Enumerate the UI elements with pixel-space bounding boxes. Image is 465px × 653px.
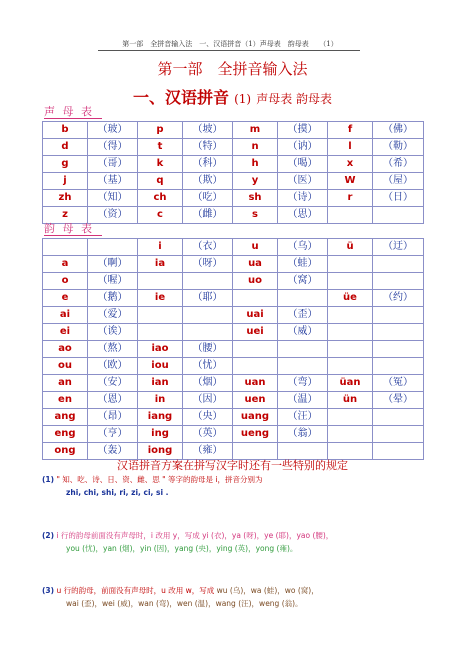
hanzi-cell: （蛙） — [278, 256, 328, 273]
pinyin-cell: q — [138, 173, 183, 190]
hanzi-cell: （佛） — [373, 122, 424, 139]
pinyin-cell — [233, 341, 278, 358]
hanzi-cell: （恩） — [88, 392, 138, 409]
pinyin-cell: üe — [328, 290, 373, 307]
pinyin-cell — [328, 273, 373, 290]
pinyin-cell: a — [43, 256, 88, 273]
hanzi-cell: （耶） — [183, 290, 233, 307]
hanzi-cell: （资） — [88, 207, 138, 224]
pinyin-cell: g — [43, 156, 88, 173]
pinyin-cell: i — [138, 239, 183, 256]
pinyin-cell: eng — [43, 426, 88, 443]
pinyin-cell: uen — [233, 392, 278, 409]
pinyin-cell — [138, 324, 183, 341]
rule-3-examples-a: wu (乌)，wa (蛙)，wo (窝)， — [216, 586, 319, 595]
rule-2-text: i 行的韵母前面没有声母时，i 改用 y，写成 — [56, 531, 200, 540]
finals-row — [43, 392, 424, 409]
hanzi-cell: （英） — [183, 426, 233, 443]
pinyin-cell — [328, 358, 373, 375]
finals-row — [43, 409, 424, 426]
hanzi-cell: （思） — [278, 207, 328, 224]
initials-row — [43, 122, 424, 139]
section-title-number: (1) — [234, 92, 252, 106]
hanzi-cell: （医） — [278, 173, 328, 190]
hanzi-cell — [183, 273, 233, 290]
pinyin-cell: iou — [138, 358, 183, 375]
hanzi-cell: （腰） — [183, 341, 233, 358]
hanzi-cell: （玻） — [88, 122, 138, 139]
pinyin-cell: o — [43, 273, 88, 290]
pinyin-cell: ong — [43, 443, 88, 460]
initials-row — [43, 156, 424, 173]
pinyin-cell: b — [43, 122, 88, 139]
hanzi-cell: （雍） — [183, 443, 233, 460]
hanzi-cell: （冤） — [373, 375, 424, 392]
finals-row — [43, 290, 424, 307]
pinyin-cell: uan — [233, 375, 278, 392]
pinyin-cell: j — [43, 173, 88, 190]
hanzi-cell: （衣） — [183, 239, 233, 256]
pinyin-cell: y — [233, 173, 278, 190]
rule-2-number: (2) — [42, 531, 55, 540]
pinyin-cell: n — [233, 139, 278, 156]
pinyin-cell: uo — [233, 273, 278, 290]
initials-row — [43, 139, 424, 156]
hanzi-cell: （因） — [183, 392, 233, 409]
hanzi-cell: （特） — [183, 139, 233, 156]
hanzi-cell: （烟） — [183, 375, 233, 392]
pinyin-cell: ueng — [233, 426, 278, 443]
hanzi-cell: （诗） — [278, 190, 328, 207]
pinyin-cell — [328, 207, 373, 224]
rule-3 — [42, 585, 319, 597]
rule-3-examples — [66, 598, 303, 610]
hanzi-cell: （威） — [278, 324, 328, 341]
hanzi-cell — [278, 358, 328, 375]
hanzi-cell: （雌） — [183, 207, 233, 224]
initials-table — [42, 121, 424, 224]
rule-1-number: (1) — [42, 475, 55, 484]
pinyin-cell: ang — [43, 409, 88, 426]
hanzi-cell: （讷） — [278, 139, 328, 156]
section-title-rest: 声母表 韵母表 — [256, 92, 333, 106]
pinyin-cell: p — [138, 122, 183, 139]
initials-row — [43, 173, 424, 190]
finals-row — [43, 273, 424, 290]
hanzi-cell — [373, 207, 424, 224]
hanzi-cell: （安） — [88, 375, 138, 392]
pinyin-cell: en — [43, 392, 88, 409]
rule-1 — [42, 474, 263, 486]
pinyin-cell — [328, 256, 373, 273]
initials-row — [43, 207, 424, 224]
hanzi-cell: （喔） — [88, 273, 138, 290]
pinyin-cell: ch — [138, 190, 183, 207]
hanzi-cell — [183, 307, 233, 324]
hanzi-cell: （屋） — [373, 173, 424, 190]
pinyin-cell: ian — [138, 375, 183, 392]
hanzi-cell: （迂） — [373, 239, 424, 256]
pinyin-cell — [233, 290, 278, 307]
pinyin-cell: ao — [43, 341, 88, 358]
hanzi-cell: （鹅） — [88, 290, 138, 307]
rule-3-examples-b: wai (歪)，wei (威)，wan (弯)，wen (温)，wang (汪)，weng (翁)。 — [66, 599, 303, 608]
pinyin-cell: ing — [138, 426, 183, 443]
hanzi-cell — [373, 256, 424, 273]
pinyin-cell — [138, 307, 183, 324]
pinyin-cell: ou — [43, 358, 88, 375]
finals-row — [43, 324, 424, 341]
rule-3-number: (3) — [42, 586, 55, 595]
hanzi-cell: （喝） — [278, 156, 328, 173]
pinyin-cell: ia — [138, 256, 183, 273]
rule-2 — [42, 530, 333, 542]
pinyin-cell: x — [328, 156, 373, 173]
hanzi-cell — [373, 341, 424, 358]
finals-row — [43, 307, 424, 324]
pinyin-cell — [328, 409, 373, 426]
pinyin-cell: zh — [43, 190, 88, 207]
hanzi-cell: （知） — [88, 190, 138, 207]
finals-row — [43, 341, 424, 358]
pinyin-cell: iao — [138, 341, 183, 358]
pinyin-cell: uang — [233, 409, 278, 426]
hanzi-cell — [183, 324, 233, 341]
hanzi-cell: （约） — [373, 290, 424, 307]
hanzi-cell: （摸） — [278, 122, 328, 139]
initials-row — [43, 190, 424, 207]
pinyin-cell: ei — [43, 324, 88, 341]
finals-row — [43, 256, 424, 273]
section-title-main: 一、汉语拼音 — [132, 88, 229, 107]
pinyin-cell — [328, 324, 373, 341]
hanzi-cell — [373, 273, 424, 290]
hanzi-cell — [278, 290, 328, 307]
finals-table — [42, 238, 424, 460]
hanzi-cell: （欧） — [88, 358, 138, 375]
hanzi-cell: （哥） — [88, 156, 138, 173]
hanzi-cell: （昂） — [88, 409, 138, 426]
hanzi-cell: （勒） — [373, 139, 424, 156]
hanzi-cell: （得） — [88, 139, 138, 156]
pinyin-cell: W — [328, 173, 373, 190]
hanzi-cell: （轰） — [88, 443, 138, 460]
pinyin-cell: s — [233, 207, 278, 224]
hanzi-cell: （呀） — [183, 256, 233, 273]
pinyin-cell — [43, 239, 88, 256]
hanzi-cell: （忧） — [183, 358, 233, 375]
finals-label: 韵 母 表 — [44, 222, 94, 235]
pinyin-cell: c — [138, 207, 183, 224]
pinyin-cell: an — [43, 375, 88, 392]
pinyin-cell: üan — [328, 375, 373, 392]
pinyin-cell: ün — [328, 392, 373, 409]
rule-3-text: u 行的韵母，前面没有声母时，u 改用 w，写成 — [56, 586, 215, 595]
rule-1-text: " 知、吃、诗、日、资、雌、思 " 等字的韵母是 i，拼音分别为 — [56, 475, 263, 484]
hanzi-cell: （温） — [278, 392, 328, 409]
finals-row — [43, 426, 424, 443]
rule-2-examples-a: yi (衣)，ya (呀)，ye (耶)，yao (腰)， — [202, 531, 334, 540]
rule-2-examples-b: you (忧)，yan (烟)，yin (因)，yang (央)，ying (英)，yong (雍)。 — [66, 544, 298, 553]
pinyin-cell — [233, 358, 278, 375]
pinyin-cell: iang — [138, 409, 183, 426]
pinyin-cell: uai — [233, 307, 278, 324]
pinyin-cell: iong — [138, 443, 183, 460]
hanzi-cell: （弯） — [278, 375, 328, 392]
hanzi-cell: （熬） — [88, 341, 138, 358]
hanzi-cell: （翁） — [278, 426, 328, 443]
pinyin-cell: ua — [233, 256, 278, 273]
pinyin-cell — [328, 307, 373, 324]
rule-1-syllables: zhi, chi, shi, ri, zi, ci, si . — [66, 488, 169, 497]
pinyin-cell: k — [138, 156, 183, 173]
finals-row — [43, 375, 424, 392]
pinyin-cell — [138, 273, 183, 290]
hanzi-cell: （吃） — [183, 190, 233, 207]
hanzi-cell: （啊） — [88, 256, 138, 273]
hanzi-cell — [373, 358, 424, 375]
hanzi-cell: （窝） — [278, 273, 328, 290]
pinyin-cell — [328, 426, 373, 443]
pinyin-cell: h — [233, 156, 278, 173]
pinyin-cell: l — [328, 139, 373, 156]
pinyin-cell: e — [43, 290, 88, 307]
initials-label-underline — [44, 118, 102, 119]
hanzi-cell: （乌） — [278, 239, 328, 256]
hanzi-cell: （日） — [373, 190, 424, 207]
pinyin-cell: r — [328, 190, 373, 207]
running-header: 第一部 全拼音输入法 一、汉语拼音（1）声母表 韵母表 （1） — [122, 40, 338, 48]
finals-label-underline — [44, 235, 102, 236]
hanzi-cell — [373, 307, 424, 324]
part-title: 第一部 全拼音输入法 — [157, 60, 308, 78]
pinyin-cell: ü — [328, 239, 373, 256]
rules-title: 汉语拼音方案在拼写汉字时还有一些特别的规定 — [117, 459, 348, 472]
hanzi-cell — [278, 341, 328, 358]
rule-2-examples — [66, 543, 297, 555]
initials-label: 声 母 表 — [44, 105, 94, 118]
pinyin-cell: ie — [138, 290, 183, 307]
pinyin-cell: f — [328, 122, 373, 139]
hanzi-cell — [373, 409, 424, 426]
hanzi-cell: （科） — [183, 156, 233, 173]
hanzi-cell: （汪） — [278, 409, 328, 426]
hanzi-cell: （坡） — [183, 122, 233, 139]
hanzi-cell: （基） — [88, 173, 138, 190]
pinyin-cell: ai — [43, 307, 88, 324]
hanzi-cell — [373, 324, 424, 341]
hanzi-cell: （晕） — [373, 392, 424, 409]
pinyin-cell: in — [138, 392, 183, 409]
pinyin-cell: uei — [233, 324, 278, 341]
hanzi-cell: （诶） — [88, 324, 138, 341]
hanzi-cell: （亨） — [88, 426, 138, 443]
finals-row — [43, 358, 424, 375]
pinyin-cell — [328, 341, 373, 358]
hanzi-cell: （欺） — [183, 173, 233, 190]
hanzi-cell — [88, 239, 138, 256]
hanzi-cell — [373, 426, 424, 443]
pinyin-cell: m — [233, 122, 278, 139]
hanzi-cell: （央） — [183, 409, 233, 426]
rule-1-examples — [66, 487, 168, 499]
hanzi-cell: （歪） — [278, 307, 328, 324]
hanzi-cell: （爱） — [88, 307, 138, 324]
finals-row — [43, 239, 424, 256]
hanzi-cell: （希） — [373, 156, 424, 173]
pinyin-cell: t — [138, 139, 183, 156]
pinyin-cell: d — [43, 139, 88, 156]
pinyin-cell: u — [233, 239, 278, 256]
header-divider — [98, 50, 360, 51]
pinyin-cell: z — [43, 207, 88, 224]
pinyin-cell: sh — [233, 190, 278, 207]
